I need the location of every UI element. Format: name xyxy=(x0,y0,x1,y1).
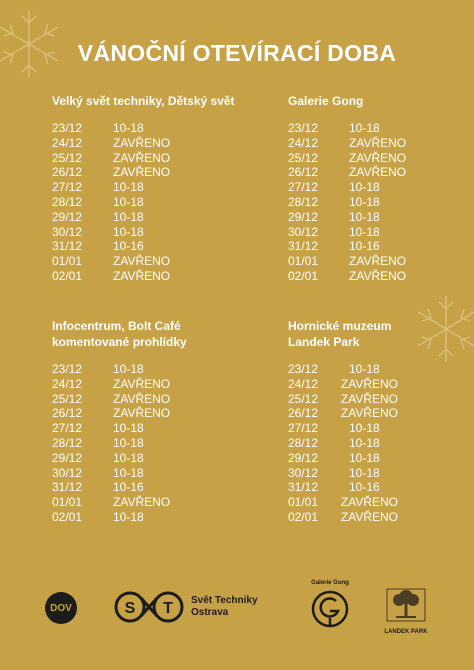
hours-row xyxy=(52,480,202,495)
hours-row xyxy=(288,254,474,269)
hours-cell: 10-18 xyxy=(349,435,380,450)
hours-row xyxy=(52,377,202,392)
hours-cell: 10-18 xyxy=(349,421,380,436)
date-cell: 23/12 xyxy=(52,121,83,135)
hours-cell: ZAVŘENO xyxy=(340,391,398,406)
hours-cell: ZAVŘENO xyxy=(113,406,171,421)
hours-cell: ZAVŘENO xyxy=(340,376,398,391)
section-heading: Infocentrum, Bolt Café komentované prohlídky xyxy=(52,319,187,349)
hours-row xyxy=(52,451,202,466)
date-cell: 28/12 xyxy=(52,435,83,450)
hours-cell: ZAVŘENO xyxy=(113,268,171,283)
section-galerie-gong xyxy=(288,93,474,284)
hours-row xyxy=(288,239,474,254)
hours-row xyxy=(288,510,398,525)
date-cell: 27/12 xyxy=(288,180,319,195)
date-cell: 25/12 xyxy=(52,150,83,165)
hours-cell: 10-18 xyxy=(349,450,380,465)
hours-row xyxy=(288,495,398,510)
landek-logo-text: LANDEK PARK xyxy=(384,629,428,635)
hours-row xyxy=(288,362,398,377)
section-heading: Velký svět techniky, Dětský svět xyxy=(52,94,235,108)
hours-cell: 10-16 xyxy=(113,239,144,254)
snowflake-icon xyxy=(414,292,474,366)
section-svet-techniky xyxy=(52,93,242,284)
hours-cell: ZAVŘENO xyxy=(349,165,407,180)
hours-row xyxy=(288,210,474,225)
hours-cell: 10-18 xyxy=(113,509,144,524)
hours-list xyxy=(288,121,474,284)
hours-cell: 10-18 xyxy=(113,121,144,135)
dov-logo xyxy=(45,592,77,624)
landek-tree-icon xyxy=(386,588,426,622)
svet-techniky-logo xyxy=(113,588,271,626)
hours-cell: 10-18 xyxy=(113,209,144,224)
hours-row xyxy=(288,480,398,495)
hours-list xyxy=(288,362,398,525)
hours-row xyxy=(52,239,242,254)
date-cell: 01/01 xyxy=(288,495,319,510)
date-cell: 24/12 xyxy=(52,135,83,150)
hours-row xyxy=(52,466,202,481)
svet-name-line1: Svět Techniky xyxy=(191,595,258,606)
date-cell: 26/12 xyxy=(52,165,83,180)
hours-row xyxy=(288,377,398,392)
hours-row xyxy=(52,495,202,510)
hours-cell: ZAVŘENO xyxy=(113,150,171,165)
hours-row xyxy=(288,121,474,136)
hours-cell: 10-18 xyxy=(349,465,380,480)
gong-mark-icon xyxy=(310,589,350,629)
hours-list xyxy=(52,121,242,284)
section-heading: Hornické muzeum Landek Park xyxy=(288,319,392,349)
section-heading: Galerie Gong xyxy=(288,94,364,108)
hours-cell: 10-18 xyxy=(349,121,380,135)
date-cell: 25/12 xyxy=(52,391,83,406)
hours-row xyxy=(52,392,202,407)
hours-row xyxy=(288,406,398,421)
hours-cell: ZAVŘENO xyxy=(349,150,407,165)
page-title: VÁNOČNÍ OTEVÍRACÍ DOBA xyxy=(77,40,397,66)
date-cell: 26/12 xyxy=(288,165,319,180)
hours-cell: 10-16 xyxy=(349,480,380,495)
hours-cell: 10-18 xyxy=(349,194,380,209)
date-cell: 02/01 xyxy=(52,268,83,283)
hours-row xyxy=(288,392,398,407)
hours-cell: 10-16 xyxy=(349,239,380,254)
hours-row xyxy=(288,451,398,466)
hours-row xyxy=(52,436,202,451)
hours-cell: 10-18 xyxy=(349,362,380,376)
hours-row xyxy=(52,269,242,284)
hours-cell: ZAVŘENO xyxy=(113,254,171,269)
hours-cell: ZAVŘENO xyxy=(113,391,171,406)
hours-row xyxy=(288,269,474,284)
date-cell: 23/12 xyxy=(52,362,83,376)
hours-row xyxy=(52,510,202,525)
date-cell: 30/12 xyxy=(52,465,83,480)
hours-cell: ZAVŘENO xyxy=(349,268,407,283)
section-landek xyxy=(288,318,398,525)
hours-row xyxy=(52,362,202,377)
date-cell: 02/01 xyxy=(52,509,83,524)
date-cell: 30/12 xyxy=(288,465,319,480)
hours-row xyxy=(288,180,474,195)
hours-row xyxy=(288,136,474,151)
hours-cell: 10-18 xyxy=(113,224,144,239)
date-cell: 28/12 xyxy=(52,194,83,209)
hours-row xyxy=(52,254,242,269)
date-cell: 30/12 xyxy=(288,224,319,239)
hours-cell: ZAVŘENO xyxy=(113,495,171,510)
date-cell: 29/12 xyxy=(52,209,83,224)
svg-text:S: S xyxy=(124,600,136,617)
hours-cell: ZAVŘENO xyxy=(349,135,407,150)
hours-cell: 10-16 xyxy=(113,480,144,495)
hours-cell: ZAVŘENO xyxy=(340,495,398,510)
section-infocentrum xyxy=(52,318,202,525)
date-cell: 23/12 xyxy=(288,362,319,376)
date-cell: 31/12 xyxy=(52,480,83,495)
hours-cell: ZAVŘENO xyxy=(113,165,171,180)
date-cell: 31/12 xyxy=(288,239,319,254)
date-cell: 29/12 xyxy=(288,450,319,465)
hours-cell: 10-18 xyxy=(349,224,380,239)
date-cell: 02/01 xyxy=(288,268,319,283)
hours-cell: ZAVŘENO xyxy=(340,406,398,421)
hours-cell: 10-18 xyxy=(113,362,144,376)
date-cell: 25/12 xyxy=(288,150,319,165)
date-cell: 31/12 xyxy=(52,239,83,254)
date-cell: 29/12 xyxy=(288,209,319,224)
hours-row xyxy=(288,195,474,210)
hours-row xyxy=(52,121,242,136)
date-cell: 24/12 xyxy=(288,376,319,391)
date-cell: 01/01 xyxy=(52,495,83,510)
hours-cell: ZAVŘENO xyxy=(113,135,171,150)
hours-row xyxy=(52,406,202,421)
hours-row xyxy=(52,151,242,166)
date-cell: 26/12 xyxy=(288,406,319,421)
date-cell: 01/01 xyxy=(52,254,83,269)
date-cell: 02/01 xyxy=(288,509,319,524)
hours-cell: 10-18 xyxy=(113,180,144,195)
hours-row xyxy=(288,151,474,166)
date-cell: 24/12 xyxy=(288,135,319,150)
date-cell: 28/12 xyxy=(288,435,319,450)
landek-park-logo xyxy=(380,588,432,635)
dov-logo-text: DOV xyxy=(50,602,72,614)
hours-row xyxy=(52,421,202,436)
date-cell: 27/12 xyxy=(52,421,83,436)
hours-row xyxy=(52,225,242,240)
hours-cell: ZAVŘENO xyxy=(113,376,171,391)
hours-row xyxy=(52,195,242,210)
date-cell: 29/12 xyxy=(52,450,83,465)
hours-cell: 10-18 xyxy=(113,435,144,450)
hours-cell: 10-18 xyxy=(349,209,380,224)
date-cell: 31/12 xyxy=(288,480,319,495)
hours-row xyxy=(52,165,242,180)
hours-row xyxy=(288,165,474,180)
gong-logo-text: Galerie Gong xyxy=(311,580,349,586)
hours-cell: ZAVŘENO xyxy=(349,254,407,269)
hours-cell: ZAVŘENO xyxy=(340,509,398,524)
hours-row xyxy=(52,180,242,195)
hours-cell: 10-18 xyxy=(113,465,144,480)
galerie-gong-logo xyxy=(305,580,355,634)
svet-techniky-name xyxy=(191,595,271,619)
hours-cell: 10-18 xyxy=(113,421,144,436)
date-cell: 01/01 xyxy=(288,254,319,269)
date-cell: 23/12 xyxy=(288,121,319,135)
date-cell: 30/12 xyxy=(52,224,83,239)
date-cell: 27/12 xyxy=(52,180,83,195)
hours-cell: 10-18 xyxy=(349,180,380,195)
svet-techniky-mark-icon xyxy=(113,588,185,626)
hours-cell: 10-18 xyxy=(113,450,144,465)
date-cell: 26/12 xyxy=(52,406,83,421)
hours-row xyxy=(52,210,242,225)
hours-row xyxy=(288,421,398,436)
date-cell: 25/12 xyxy=(288,391,319,406)
hours-row xyxy=(288,436,398,451)
hours-row xyxy=(288,466,398,481)
hours-row xyxy=(52,136,242,151)
hours-cell: 10-18 xyxy=(113,194,144,209)
date-cell: 24/12 xyxy=(52,376,83,391)
date-cell: 28/12 xyxy=(288,194,319,209)
svg-text:T: T xyxy=(163,600,173,617)
hours-list xyxy=(52,362,202,525)
date-cell: 27/12 xyxy=(288,421,319,436)
hours-row xyxy=(288,225,474,240)
svet-name-line2: Ostrava xyxy=(191,607,229,618)
